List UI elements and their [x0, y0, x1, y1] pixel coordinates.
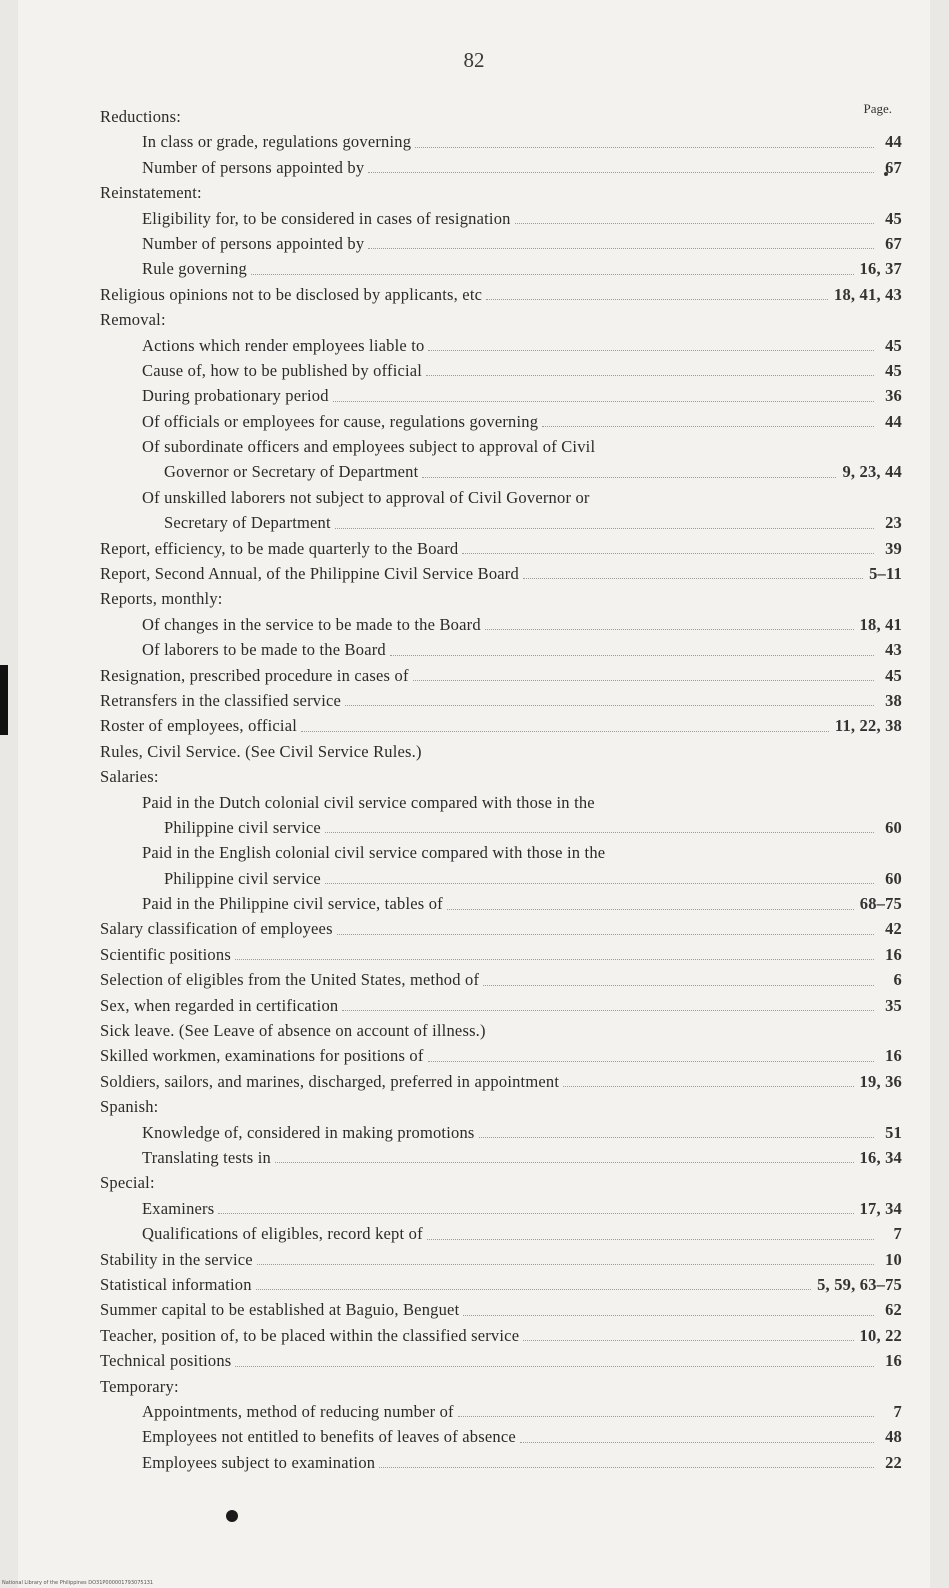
- entry-page-number: 6: [893, 970, 902, 990]
- index-entry: [100, 1272, 902, 1297]
- entry-page-number: 5–11: [869, 564, 902, 584]
- entry-text: Temporary:: [100, 1376, 179, 1396]
- leader-dots: [275, 1161, 854, 1163]
- leader-dots: [390, 654, 874, 656]
- leader-dots: [515, 222, 874, 224]
- entry-text: Statistical information: [100, 1274, 252, 1294]
- entry-text: Spanish:: [100, 1097, 159, 1117]
- entry-page-number: 35: [885, 995, 902, 1015]
- index-entry: [100, 485, 902, 510]
- leader-dots: [337, 933, 874, 935]
- leader-dots: [257, 1263, 874, 1265]
- index-entry: [100, 1043, 902, 1068]
- index-entry: [100, 104, 902, 129]
- index-entry: [100, 713, 902, 738]
- index-entry: [100, 1374, 902, 1399]
- leader-dots: [345, 704, 874, 706]
- entry-page-number: 38: [885, 690, 902, 710]
- entry-page-number: 19, 36: [859, 1071, 902, 1091]
- index-entry: [100, 1297, 902, 1322]
- leader-dots: [251, 273, 854, 275]
- index-entry: [100, 739, 902, 764]
- entry-page-number: 9, 23, 44: [842, 462, 902, 482]
- index-entry: [100, 1450, 902, 1475]
- leader-dots: [368, 247, 874, 249]
- entry-page-number: 44: [885, 411, 902, 431]
- entry-text: Religious opinions not to be disclosed by applicants, etc: [100, 284, 483, 304]
- leader-dots: [427, 1238, 874, 1240]
- entry-page-number: 45: [885, 335, 902, 355]
- entry-text: Salaries:: [100, 767, 159, 787]
- index-entry: [100, 536, 902, 561]
- entry-page-number: 42: [885, 919, 902, 939]
- index-entry: [100, 383, 902, 408]
- entry-text: Soldiers, sailors, and marines, discharged, preferred in appointment: [100, 1071, 560, 1091]
- index-entry: [100, 1069, 902, 1094]
- entry-text: Of officials or employees for cause, regulations governing: [142, 411, 539, 431]
- entry-text: Qualifications of eligibles, record kept of: [142, 1224, 423, 1244]
- index-entry: [100, 206, 902, 231]
- entry-page-number: 16, 34: [859, 1148, 902, 1167]
- leader-dots: [325, 831, 874, 833]
- leader-dots: [523, 577, 863, 579]
- leader-dots: [483, 984, 874, 986]
- index-entry: [100, 561, 902, 586]
- entry-text: Examiners: [142, 1198, 215, 1218]
- index-entry: [100, 1145, 902, 1170]
- entry-text: Eligibility for, to be considered in cases of resignation: [142, 208, 511, 228]
- index-entry: [100, 358, 902, 383]
- index-entry: [100, 586, 902, 611]
- entry-text: Actions which render employees liable to: [142, 335, 425, 355]
- leader-dots: [463, 1314, 874, 1316]
- entry-text: Of unskilled laborers not subject to approval of Civil Governor or: [142, 487, 590, 507]
- entry-text: Scientific positions: [100, 944, 231, 964]
- leader-dots: [422, 476, 836, 478]
- index-entry: [100, 790, 902, 815]
- index-entry: [100, 967, 902, 992]
- entry-text: Translating tests in: [142, 1148, 271, 1167]
- leader-dots: [235, 1365, 874, 1367]
- index-entry: [100, 1399, 902, 1424]
- scan-edge-mark: [0, 665, 8, 735]
- entry-page-number: 10: [885, 1249, 902, 1269]
- index-entry: [100, 840, 902, 865]
- entry-text: Paid in the Dutch colonial civil service compared with those in the: [142, 792, 595, 812]
- entry-page-number: 62: [885, 1300, 902, 1320]
- entry-text: Stability in the service: [100, 1249, 253, 1269]
- entry-text: Report, Second Annual, of the Philippine Civil Service Board: [100, 564, 519, 584]
- entry-page-number: 67: [885, 157, 902, 177]
- leader-dots: [428, 1060, 874, 1062]
- leader-dots: [415, 146, 874, 148]
- index-entry: [100, 459, 902, 484]
- index-entry: [100, 993, 902, 1018]
- entry-text: Of laborers to be made to the Board: [142, 640, 386, 660]
- entry-text: Resignation, prescribed procedure in cases of: [100, 665, 409, 685]
- leader-dots: [485, 628, 854, 630]
- index-entry: [100, 434, 902, 459]
- entry-page-number: 16: [885, 1351, 902, 1371]
- entry-page-number: 7: [893, 1224, 902, 1244]
- index-entry: [100, 1018, 902, 1043]
- document-page: [18, 0, 930, 1588]
- entry-text: Employees subject to examination: [142, 1452, 376, 1472]
- entry-text: Cause of, how to be published by official: [142, 360, 423, 380]
- index-entry: [100, 1348, 902, 1373]
- entry-text: Governor or Secretary of Department: [164, 462, 419, 482]
- page-column-header: Page.: [863, 101, 892, 116]
- entry-text: Summer capital to be established at Baguio, Benguet: [100, 1300, 460, 1320]
- index-entry: [100, 1196, 902, 1221]
- entry-text: Skilled workmen, examinations for positions of: [100, 1046, 424, 1066]
- entry-page-number: 60: [885, 868, 902, 888]
- index-entry: [100, 282, 902, 307]
- index-entry: [100, 815, 902, 840]
- entry-text: Knowledge of, considered in making promotions: [142, 1122, 475, 1142]
- leader-dots: [523, 1339, 853, 1341]
- footer-text: National Library of the Philippines DO31P000001793075131: [2, 1580, 154, 1586]
- index-entry: [100, 866, 902, 891]
- entry-text: Paid in the English colonial civil service compared with those in the: [142, 843, 606, 863]
- ink-blot: [226, 1510, 238, 1522]
- index-entry: [100, 1094, 902, 1119]
- entry-page-number: 5, 59, 63–75: [817, 1274, 902, 1294]
- entry-text: Philippine civil service: [164, 817, 321, 837]
- entry-text: Special:: [100, 1173, 155, 1193]
- entry-text: During probationary period: [142, 386, 329, 406]
- entry-page-number: 11, 22, 38: [834, 716, 902, 736]
- entry-text: Selection of eligibles from the United States, method of: [100, 970, 480, 990]
- index-entry: [100, 510, 902, 535]
- entry-text: Roster of employees, official: [100, 716, 298, 736]
- leader-dots: [235, 958, 874, 960]
- entry-text: Report, efficiency, to be made quarterly to the Board: [100, 538, 459, 558]
- entry-page-number: 43: [885, 640, 902, 660]
- index-entry: [100, 180, 902, 205]
- entry-page-number: 36: [885, 386, 902, 406]
- entry-page-number: 60: [885, 817, 902, 837]
- leader-dots: [458, 1415, 874, 1417]
- index-entry: [100, 688, 902, 713]
- entry-text: Technical positions: [100, 1351, 232, 1371]
- leader-dots: [333, 400, 874, 402]
- index-entry: [100, 307, 902, 332]
- index-entry: [100, 409, 902, 434]
- entry-text: Secretary of Department: [164, 513, 331, 533]
- entry-page-number: 17, 34: [859, 1198, 902, 1218]
- page-number: 82: [463, 48, 485, 72]
- index-entry: [100, 333, 902, 358]
- entry-text: Sex, when regarded in certification: [100, 995, 339, 1015]
- index-entry: [100, 129, 902, 154]
- entry-text: Teacher, position of, to be placed within the classified service: [100, 1325, 520, 1345]
- index-entry: [100, 256, 902, 281]
- leader-dots: [301, 730, 829, 732]
- entry-page-number: 18, 41: [859, 614, 902, 634]
- entry-text: Of changes in the service to be made to the Board: [142, 614, 481, 634]
- index-entry: [100, 917, 902, 942]
- entry-page-number: 23: [885, 513, 902, 533]
- entry-text: Reductions:: [100, 106, 182, 126]
- index-entry: [100, 1247, 902, 1272]
- entry-text: Philippine civil service: [164, 868, 321, 888]
- entry-text: Rules, Civil Service. (See Civil Service Rules.): [100, 741, 422, 761]
- entry-text: Of subordinate officers and employees subject to approval of Civil: [142, 437, 596, 457]
- entry-page-number: 39: [885, 538, 902, 558]
- leader-dots: [542, 425, 874, 427]
- leader-dots: [342, 1009, 874, 1011]
- entry-page-number: 51: [885, 1122, 902, 1142]
- entry-text: Reports, monthly:: [100, 589, 223, 609]
- index-entries: [100, 104, 902, 1475]
- leader-dots: [426, 374, 874, 376]
- entry-text: Retransfers in the classified service: [100, 690, 342, 710]
- index-entry: [100, 155, 902, 180]
- entry-text: Sick leave. (See Leave of absence on account of illness.): [100, 1021, 486, 1041]
- leader-dots: [368, 171, 874, 173]
- entry-page-number: 48: [885, 1427, 902, 1447]
- entry-text: Salary classification of employees: [100, 919, 333, 939]
- entry-page-number: 44: [885, 132, 902, 152]
- index-entry: [100, 942, 902, 967]
- entry-page-number: 45: [885, 208, 902, 228]
- entry-text: In class or grade, regulations governing: [142, 132, 412, 152]
- entry-page-number: 10, 22: [859, 1325, 902, 1345]
- leader-dots: [379, 1466, 874, 1468]
- index-entry: [100, 891, 902, 916]
- entry-text: Employees not entitled to benefits of leaves of absence: [142, 1427, 516, 1447]
- index-entry: [100, 663, 902, 688]
- leader-dots: [218, 1212, 853, 1214]
- entry-page-number: 45: [885, 665, 902, 685]
- leader-dots: [563, 1085, 853, 1087]
- leader-dots: [486, 298, 828, 300]
- entry-text: Number of persons appointed by: [142, 233, 365, 253]
- leader-dots: [520, 1441, 874, 1443]
- entry-page-number: 7: [893, 1401, 902, 1421]
- index-entry: [100, 1221, 902, 1246]
- entry-page-number: 18, 41, 43: [834, 284, 902, 304]
- entry-page-number: 68–75: [859, 894, 902, 914]
- entry-page-number: 16, 37: [859, 259, 902, 279]
- index-entry: [100, 231, 902, 256]
- entry-text: Rule governing: [142, 259, 247, 279]
- leader-dots: [479, 1136, 874, 1138]
- index-entry: [100, 1323, 902, 1348]
- entry-text: Number of persons appointed by: [142, 157, 365, 177]
- entry-page-number: 22: [885, 1452, 902, 1472]
- entry-text: Removal:: [100, 310, 166, 330]
- entry-page-number: 45: [885, 360, 902, 380]
- index-entry: [100, 612, 902, 637]
- entry-page-number: 16: [885, 944, 902, 964]
- leader-dots: [462, 552, 874, 554]
- entry-text: Appointments, method of reducing number of: [142, 1401, 454, 1421]
- index-entry: [100, 1120, 902, 1145]
- index-entry: [100, 637, 902, 662]
- leader-dots: [413, 679, 874, 681]
- entry-text: Paid in the Philippine civil service, tables of: [142, 894, 443, 914]
- leader-dots: [447, 908, 854, 910]
- leader-dots: [428, 349, 874, 351]
- entry-page-number: 16: [885, 1046, 902, 1066]
- leader-dots: [256, 1288, 811, 1290]
- entry-page-number: 67: [885, 233, 902, 253]
- leader-dots: [335, 527, 874, 529]
- leader-dots: [325, 882, 874, 884]
- index-entry: [100, 764, 902, 789]
- index-entry: [100, 1424, 902, 1449]
- index-entry: [100, 1170, 902, 1195]
- entry-text: Reinstatement:: [100, 183, 202, 203]
